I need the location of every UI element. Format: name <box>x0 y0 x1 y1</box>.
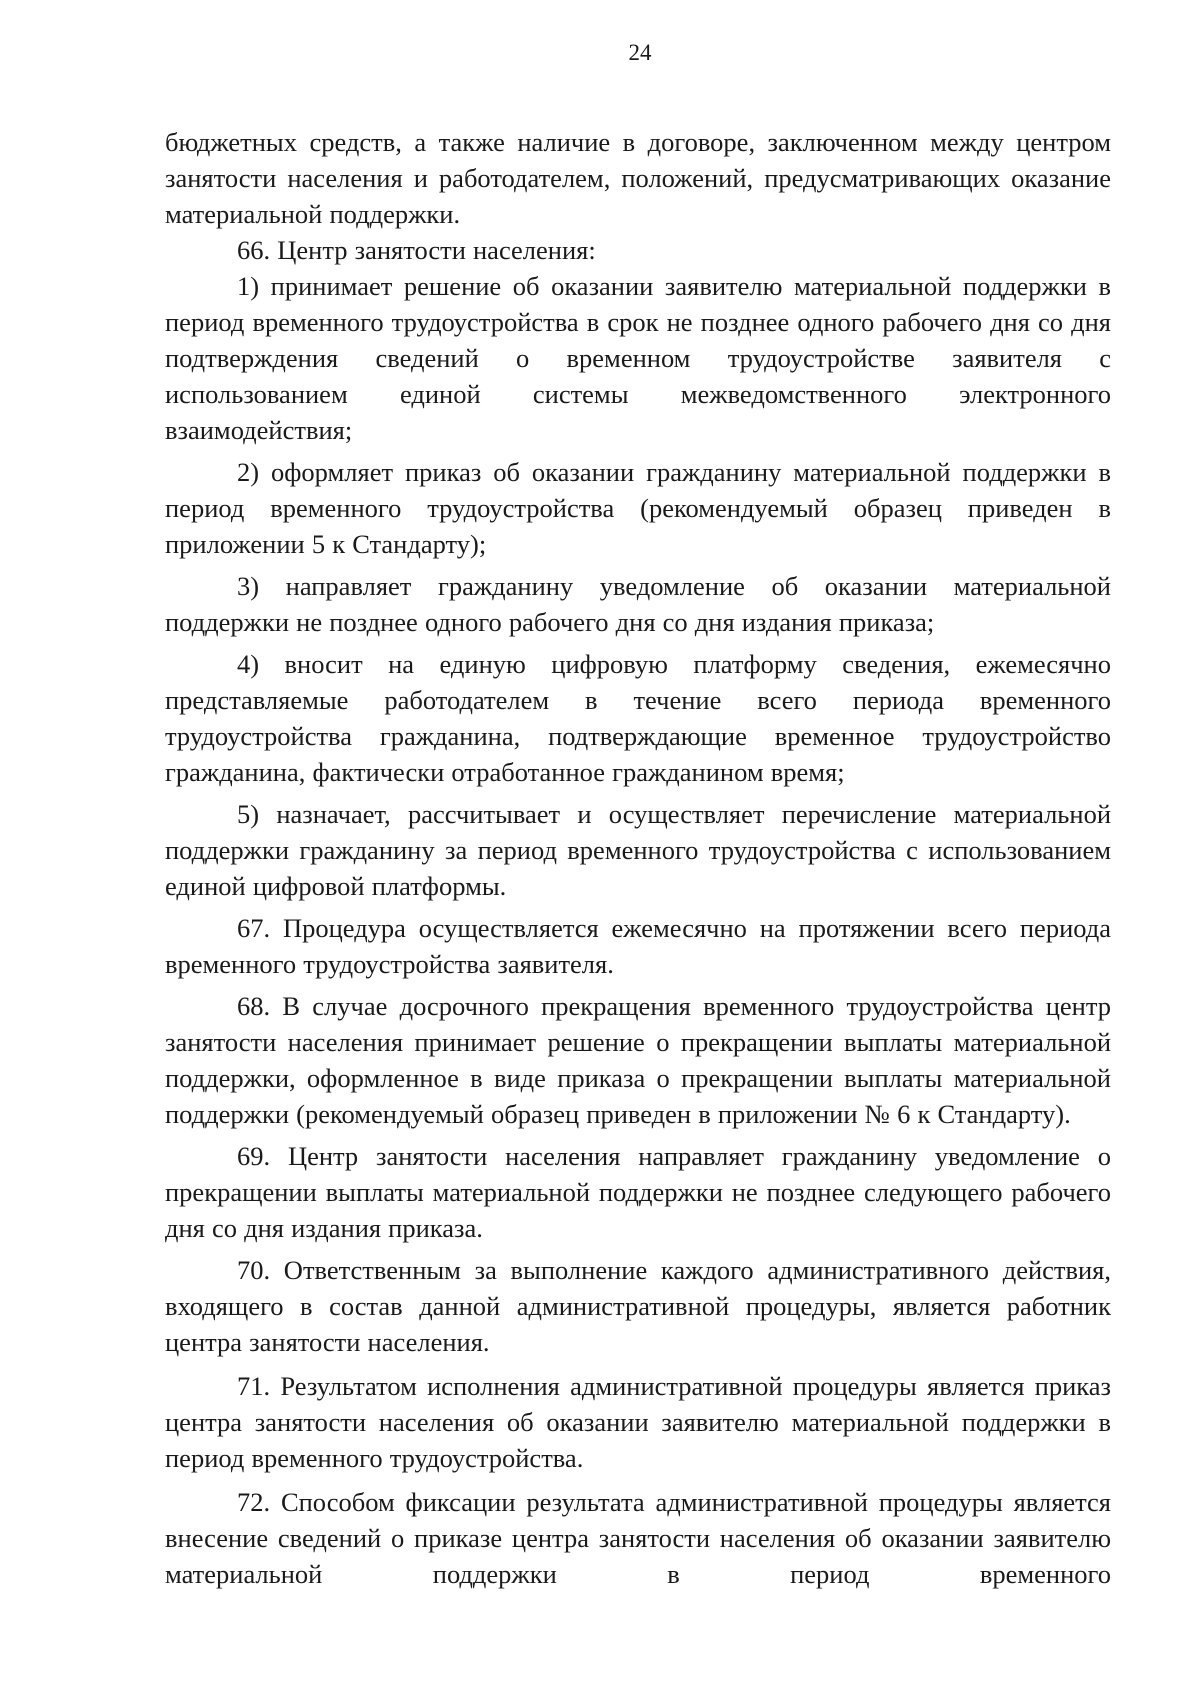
paragraph-66-item-1: 1) принимает решение об оказании заявителю материальной поддержки в период временного трудоустройства в срок не позднее одного рабочего дня со дня подтверждения сведений о временном трудоустройстве заявителя с использованием единой системы межведомственного электронного взаимодействия; <box>165 271 1111 445</box>
paragraph-66-item-5: 5) назначает, рассчитывает и осуществляет перечисление материальной поддержки гражданину за период временного трудоустройства с использованием единой цифровой платформы. <box>165 799 1111 901</box>
paragraph-66-item-4: 4) вносит на единую цифровую платформу сведения, ежемесячно представляемые работодателем в течение всего периода временного трудоустройства гражданина, подтверждающие временное трудоустройство гражданина, фактически отработанное гражданином время; <box>165 649 1111 787</box>
paragraph-66-item-2: 2) оформляет приказ об оказании гражданину материальной поддержки в период временного трудоустройства (рекомендуемый образец приведен в приложении 5 к Стандарту); <box>165 457 1111 559</box>
paragraph-69: 69. Центр занятости населения направляет гражданину уведомление о прекращении выплаты материальной поддержки не позднее следующего рабочего дня со дня издания приказа. <box>165 1141 1111 1243</box>
paragraph-71: 71. Результатом исполнения административной процедуры является приказ центра занятости населения об оказании заявителю материальной поддержки в период временного трудоустройства. <box>165 1371 1111 1473</box>
paragraph-66-item-3: 3) направляет гражданину уведомление об оказании материальной поддержки не позднее одного рабочего дня со дня издания приказа; <box>165 571 1111 637</box>
paragraph-72: 72. Способом фиксации результата административной процедуры является внесение сведений о приказе центра занятости населения об оказании заявителю материальной поддержки в период временного <box>165 1487 1111 1589</box>
paragraph-68: 68. В случае досрочного прекращения временного трудоустройства центр занятости населения принимает решение о прекращении выплаты материальной поддержки, оформленное в виде приказа о прекращении выплаты материальной поддержки (рекомендуемый образец приведен в приложении № 6 к Стандарту). <box>165 991 1111 1129</box>
paragraph-67: 67. Процедура осуществляется ежемесячно на протяжении всего периода временного трудоустройства заявителя. <box>165 913 1111 979</box>
paragraph-66-heading: 66. Центр занятости населения: <box>237 235 596 265</box>
paragraph-70: 70. Ответственным за выполнение каждого административного действия, входящего в состав данной административной процедуры, является работник центра занятости населения. <box>165 1255 1111 1357</box>
page-number: 24 <box>628 40 652 65</box>
paragraph-continuation: бюджетных средств, а также наличие в договоре, заключенном между центром занятости населения и работодателем, положений, предусматривающих оказание материальной поддержки. <box>165 127 1111 229</box>
document-body <box>165 124 1111 1592</box>
